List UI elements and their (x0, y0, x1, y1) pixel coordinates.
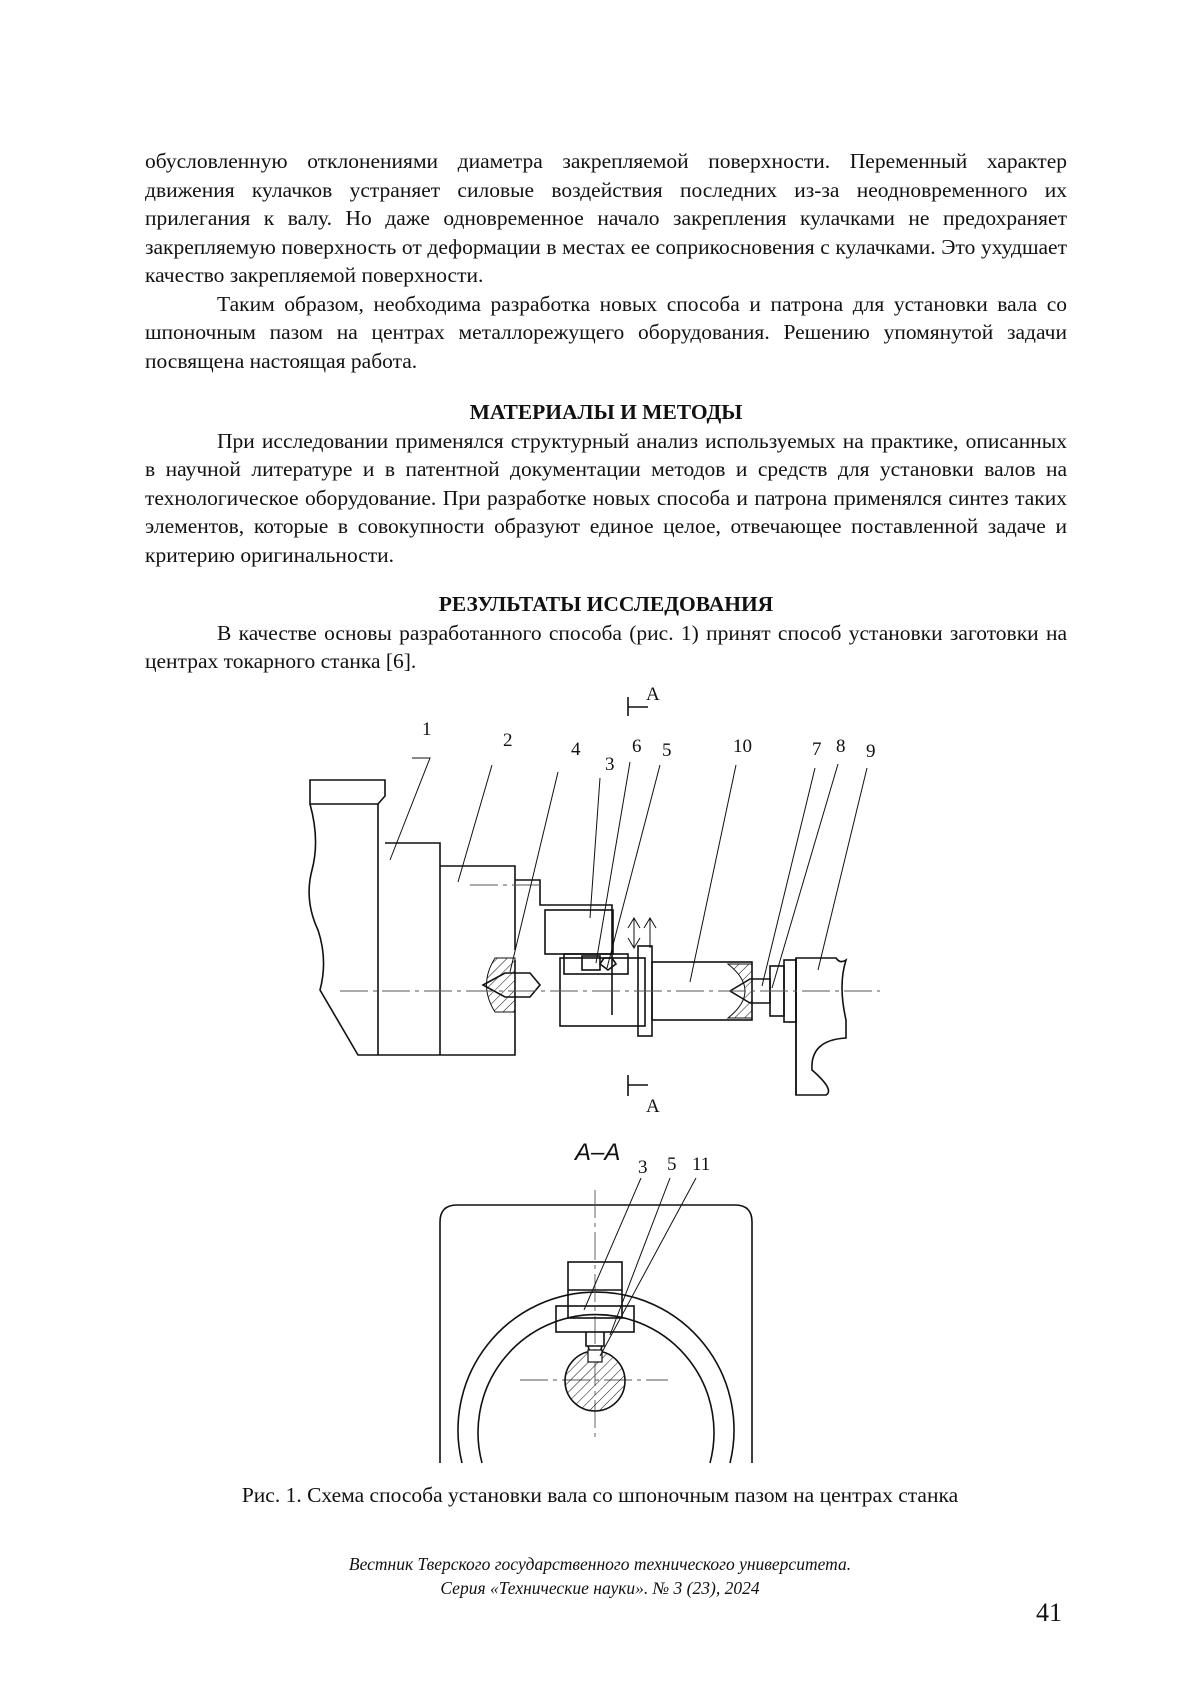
heading-materials-methods: МАТЕРИАЛЫ И МЕТОДЫ (469, 400, 743, 424)
section-aa-body (440, 1190, 752, 1463)
section-arrow-top (628, 684, 660, 716)
journal-footer (0, 1552, 1200, 1600)
results-section (145, 590, 1067, 676)
paragraph-3: При исследовании применялся структурный анализ используемых на практике, описанных в научной литературе и в патентной документации методов и средств для установки валов на технологическое оборудование. При разработке новых способа и патрона применялся синтез таких элементов, которые в совокупности образуют единое целое, отвечающее поставленной задаче и критерию оригинальности. (145, 428, 1067, 567)
label-4: 4 (571, 739, 581, 760)
label-3: 3 (605, 754, 615, 775)
cam-block-3 (545, 910, 656, 974)
footer-line-1: Вестник Тверского государственного технического университета. (348, 1554, 852, 1574)
label-section-5: 5 (667, 1154, 677, 1175)
page-number: 41 (1036, 1598, 1062, 1627)
paragraph-4: В качестве основы разработанного способа (рис. 1) принят способ установки заготовки на центрах токарного станка [6]. (145, 620, 1067, 673)
label-2: 2 (503, 730, 513, 751)
label-5: 5 (662, 740, 672, 761)
label-9: 9 (866, 741, 876, 762)
body-text-top (145, 147, 1067, 375)
label-1: 1 (422, 719, 432, 740)
tailstock-body-9 (796, 958, 846, 1095)
label-8: 8 (836, 736, 846, 757)
paragraph-1: обусловленную отклонениями диаметра закрепляемой поверхности. Переменный характер движения кулачков устраняет силовые воздействия последних из-за неодновременного их прилегания к валу. Но даже одновременное начало закрепления кулачками не предохраняет закрепляемую поверхность от деформации в местах ее соприкосновения с кулачками. Это ухудшает качество закрепляемой поверхности. (145, 149, 1067, 287)
figure-caption: Рис. 1. Схема способа установки вала со шпоночным пазом на центрах станка (241, 1483, 959, 1507)
machine-headstock (309, 780, 612, 1055)
label-section-11: 11 (692, 1154, 711, 1175)
section-aa-label: A–A (575, 1139, 621, 1166)
label-section-3: 3 (638, 1157, 648, 1178)
label-6: 6 (632, 736, 642, 757)
label-7: 7 (812, 739, 822, 760)
section-mark-bottom: A (646, 1096, 660, 1117)
methods-section (145, 398, 1067, 569)
heading-results: РЕЗУЛЬТАТЫ ИССЛЕДОВАНИЯ (438, 592, 774, 616)
footer-line-2: Серия «Технические науки». № 3 (23), 2024 (440, 1578, 760, 1598)
section-shaft (565, 1350, 625, 1411)
section-mark-top: A (646, 684, 660, 705)
paragraph-2: Таким образом, необходима разработка новых способа и патрона для установки вала со шпоночным пазом на центрах металлорежущего оборудования. Решению упомянутой задачи посвящена настоящая работа. (145, 291, 1067, 373)
figure-1-diagram (0, 670, 1200, 1490)
label-10: 10 (733, 736, 752, 757)
section-arrow-bottom (628, 1075, 660, 1117)
